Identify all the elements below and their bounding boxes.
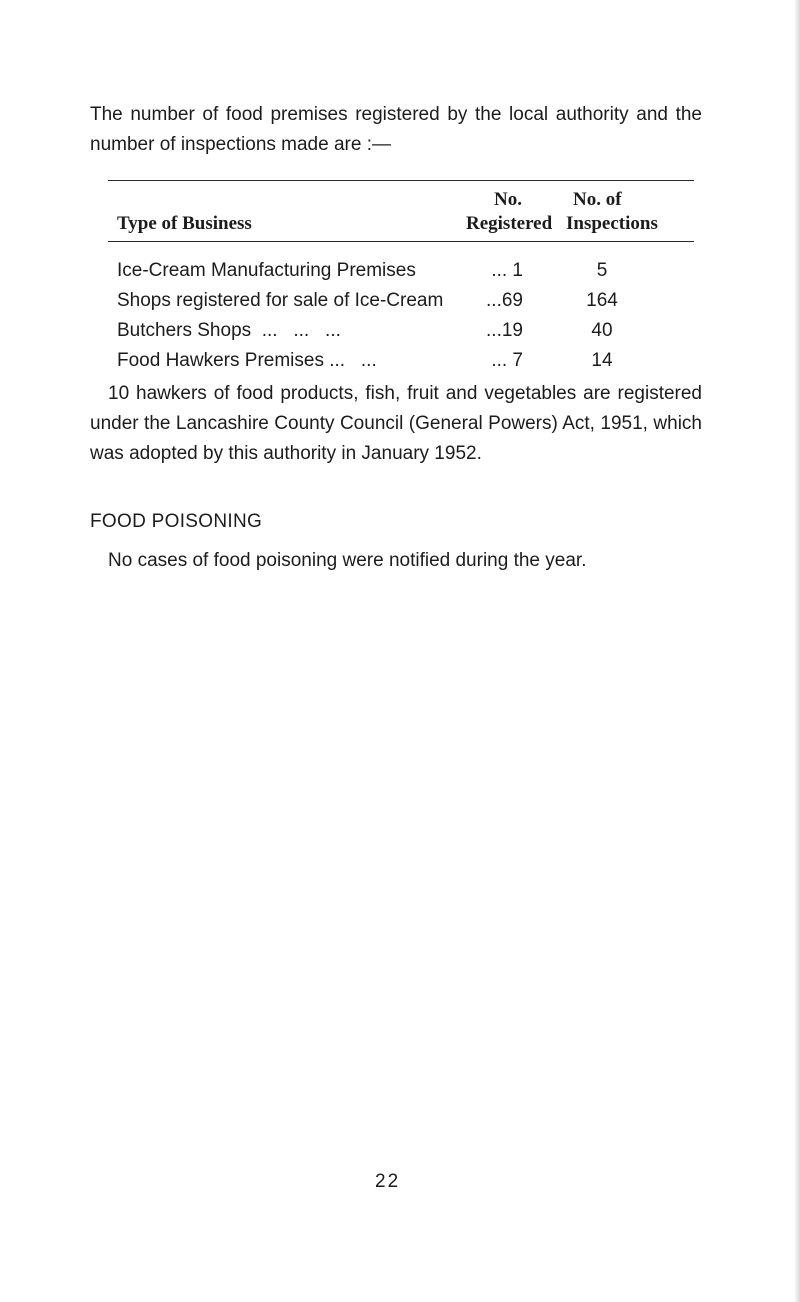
row-inspections: 40 bbox=[591, 320, 613, 341]
header-type-of-business: Type of Business bbox=[117, 213, 252, 234]
header-inspections-line2: Inspections bbox=[566, 213, 658, 234]
table-row bbox=[117, 316, 677, 346]
table-row bbox=[117, 256, 677, 286]
table-header-rule bbox=[108, 241, 694, 242]
table-row bbox=[117, 286, 677, 316]
row-inspections: 164 bbox=[586, 290, 618, 311]
table-row bbox=[117, 346, 677, 376]
food-poisoning-heading: FOOD POISONING bbox=[90, 511, 263, 532]
header-inspections-line1: No. of bbox=[573, 189, 622, 210]
intro-paragraph: The number of food premises registered by the local authority and the number of inspections made are :— bbox=[90, 104, 702, 155]
row-registered: ... 1 bbox=[491, 260, 523, 281]
row-inspections: 14 bbox=[591, 350, 613, 371]
header-registered-line2: Registered bbox=[466, 213, 553, 234]
row-label: Ice-Cream Manufacturing Premises bbox=[117, 260, 416, 281]
table-top-rule bbox=[108, 180, 694, 181]
page-number: 22 bbox=[375, 1171, 401, 1192]
row-registered: ...69 bbox=[486, 290, 523, 311]
row-label: Shops registered for sale of Ice-Cream bbox=[117, 290, 444, 311]
header-registered-line1: No. bbox=[494, 189, 522, 210]
table-body bbox=[117, 256, 677, 376]
food-poisoning-text: No cases of food poisoning were notified during the year. bbox=[108, 550, 587, 571]
row-label: Food Hawkers Premises ... ... bbox=[117, 350, 377, 371]
row-registered: ...19 bbox=[486, 320, 523, 341]
row-registered: ... 7 bbox=[491, 350, 523, 371]
hawkers-paragraph: 10 hawkers of food products, fish, fruit and vegetables are registered under the Lancashire County Council (General Powers) Act, 1951, which was adopted by this authority in January 1952. bbox=[90, 383, 702, 464]
row-inspections: 5 bbox=[596, 260, 608, 281]
page-edge-shadow bbox=[794, 0, 800, 1302]
row-label: Butchers Shops ... ... ... bbox=[117, 320, 341, 341]
